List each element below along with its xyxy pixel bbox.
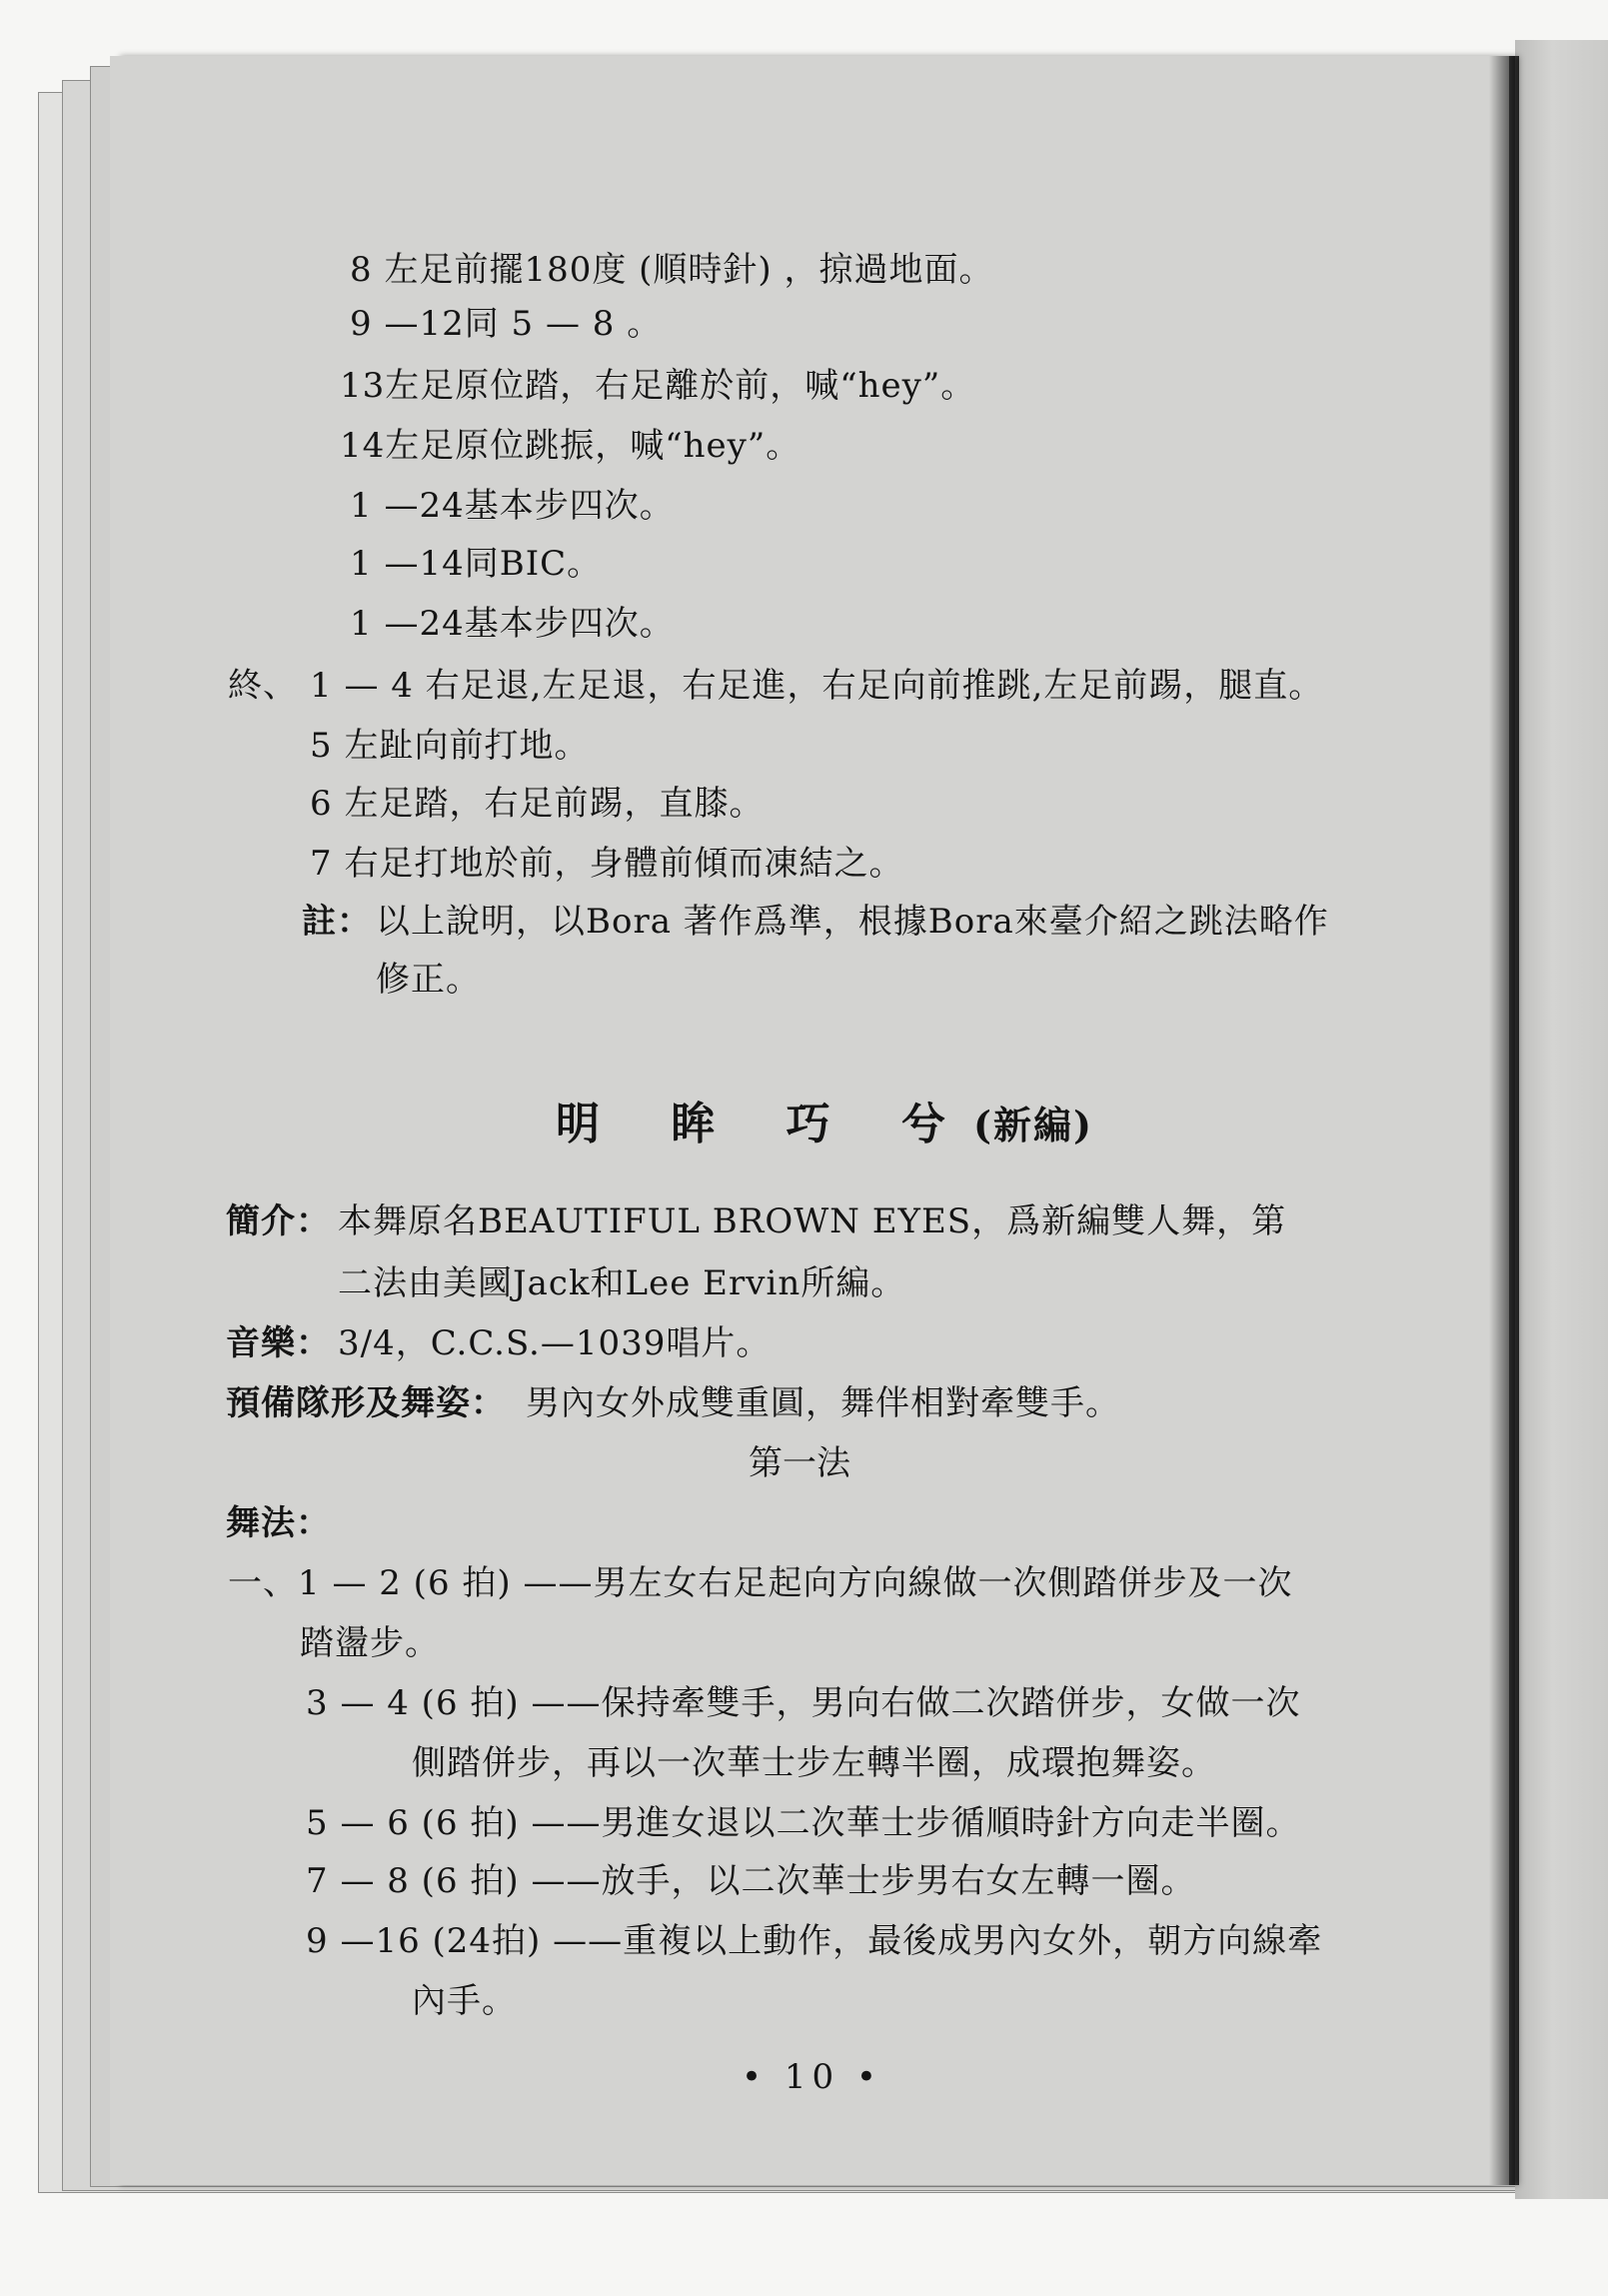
step-line: 7 — 8 (6 拍) ——放手，以二次華士步男右女左轉一圈。 — [306, 1861, 1196, 1901]
dance-title — [556, 1088, 1093, 1151]
text-line: 二法由美國Jack和Lee Ervin所編。 — [338, 1263, 906, 1303]
step-line: 側踏併步，再以一次華士步左轉半圈，成環抱舞姿。 — [412, 1743, 1216, 1783]
note-label: 註： — [302, 902, 372, 942]
music-label: 音樂： — [226, 1323, 331, 1363]
ending-label: 終、 — [228, 666, 298, 706]
page-number: • 10 • — [742, 2057, 882, 2097]
text-line: 以上說明，以Bora 著作爲準，根據Bora來臺介紹之跳法略作 — [376, 902, 1329, 942]
step-line: 3 — 4 (6 拍) ——保持牽雙手，男向右做二次踏併步，女做一次 — [306, 1683, 1301, 1723]
text-line: 修正。 — [376, 960, 481, 1000]
section-heading: 第一法 — [749, 1443, 850, 1483]
text-line: 6 左足踏，右足前踢，直膝。 — [310, 784, 765, 824]
text-line: 7 右足打地於前，身體前傾而凍結之。 — [310, 844, 904, 884]
dance-title-suffix: (新編) — [972, 1103, 1093, 1148]
music-text: 3/4，C.C.S.—1039唱片。 — [338, 1323, 772, 1363]
formation-text: 男內女外成雙重圓，舞伴相對牽雙手。 — [526, 1383, 1120, 1423]
text-line: 本舞原名BEAUTIFUL BROWN EYES，爲新編雙人舞，第 — [338, 1201, 1287, 1241]
step-line: 5 — 6 (6 拍) ——男進女退以二次華士步循順時針方向走半圈。 — [306, 1803, 1301, 1843]
step-line: 9 —16 (24拍) ——重複以上動作，最後成男內女外，朝方向線牽 — [306, 1921, 1323, 1961]
text-line: 8 左足前擺180度 (順時針) ，掠過地面。 — [350, 250, 994, 290]
step-line: 內手。 — [412, 1981, 517, 2021]
text-line: 14左足原位跳振，喊“hey”。 — [340, 426, 802, 466]
text-line: 1 —14同BIC。 — [350, 544, 603, 584]
text-line: 5 左趾向前打地。 — [310, 726, 590, 766]
text-line: 1 — 4 右足退,左足退，右足進，右足向前推跳,左足前踢，腿直。 — [310, 666, 1324, 706]
intro-label: 簡介： — [226, 1201, 331, 1241]
text-line: 1 —24基本步四次。 — [350, 486, 675, 526]
dance-title-text: 明 眸 巧 兮 — [556, 1099, 973, 1149]
text-line: 1 —24基本步四次。 — [350, 604, 675, 644]
step-line: 一、1 — 2 (6 拍) ——男左女右足起向方向線做一次側踏併步及一次 — [228, 1563, 1293, 1603]
steps-label: 舞法： — [226, 1503, 331, 1543]
formation-label: 預備隊形及舞姿： — [226, 1383, 506, 1423]
step-line: 踏盪步。 — [300, 1623, 440, 1663]
text-line: 13左足原位踏，右足離於前，喊“hey”。 — [340, 366, 976, 406]
text-line: 9 —12同 5 — 8 。 — [350, 304, 663, 344]
